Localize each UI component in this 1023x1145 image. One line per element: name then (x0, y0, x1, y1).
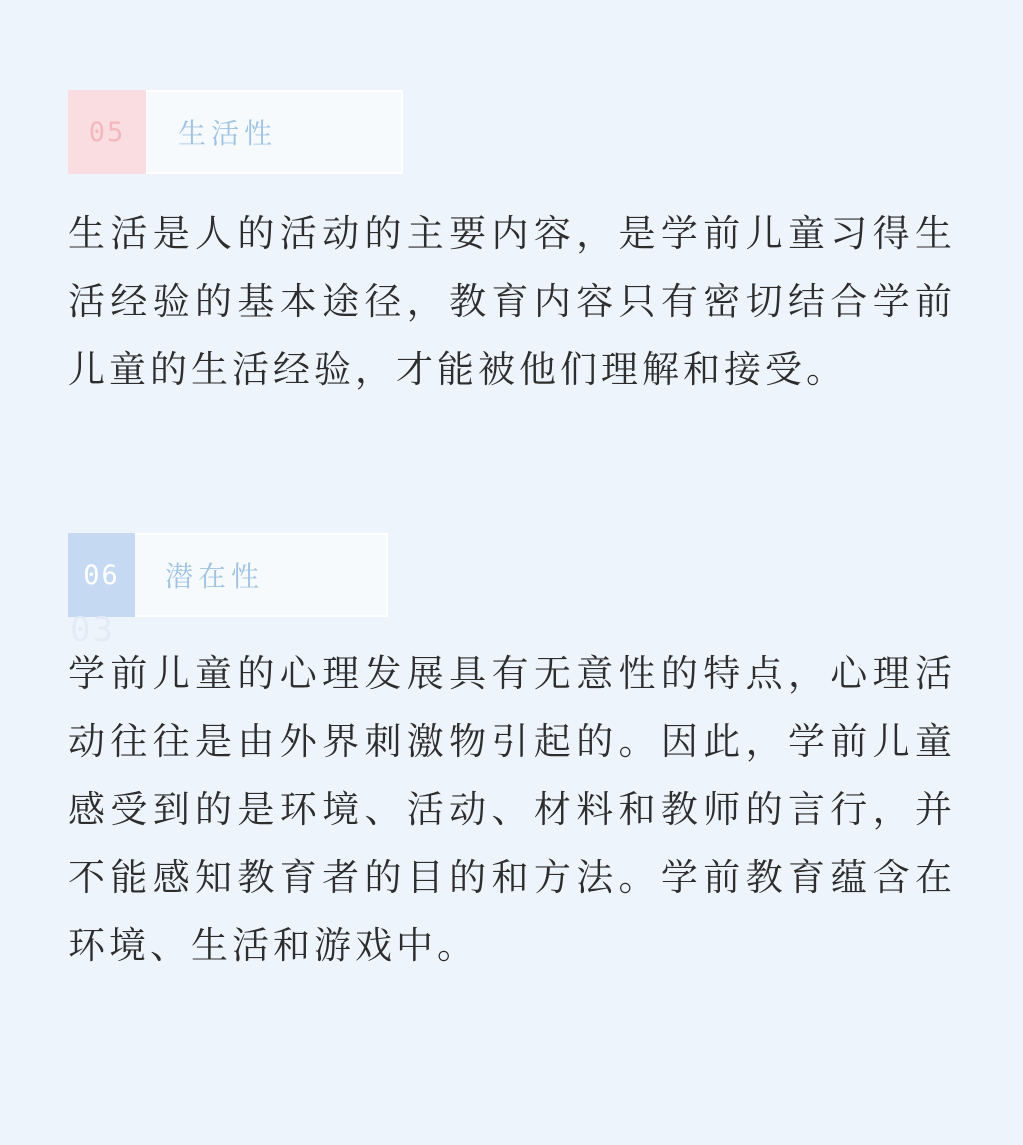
section-06-number: 06 (83, 559, 120, 591)
section-05-title: 生活性 (178, 117, 278, 150)
section-06-ghost-number: 03 (70, 610, 115, 650)
section-06-title: 潜在性 (165, 560, 265, 593)
section-06-body: 学前儿童的心理发展具有无意性的特点，心理活动往往是由外界刺激物引起的。因此，学前儿童感受到的是环境、活动、材料和教师的言行，并不能感知教育者的目的和方法。学前教育蕴含在环境、生活和游戏中。 (68, 652, 956, 967)
section-05-number: 05 (88, 116, 126, 148)
section-05-body: 生活是人的活动的主要内容，是学前儿童习得生活经验的基本途径，教育内容只有密切结合学前儿童的生活经验，才能被他们理解和接受。 (68, 212, 956, 391)
section-06-number-chip (68, 533, 135, 617)
section-05-number-chip (68, 90, 146, 174)
